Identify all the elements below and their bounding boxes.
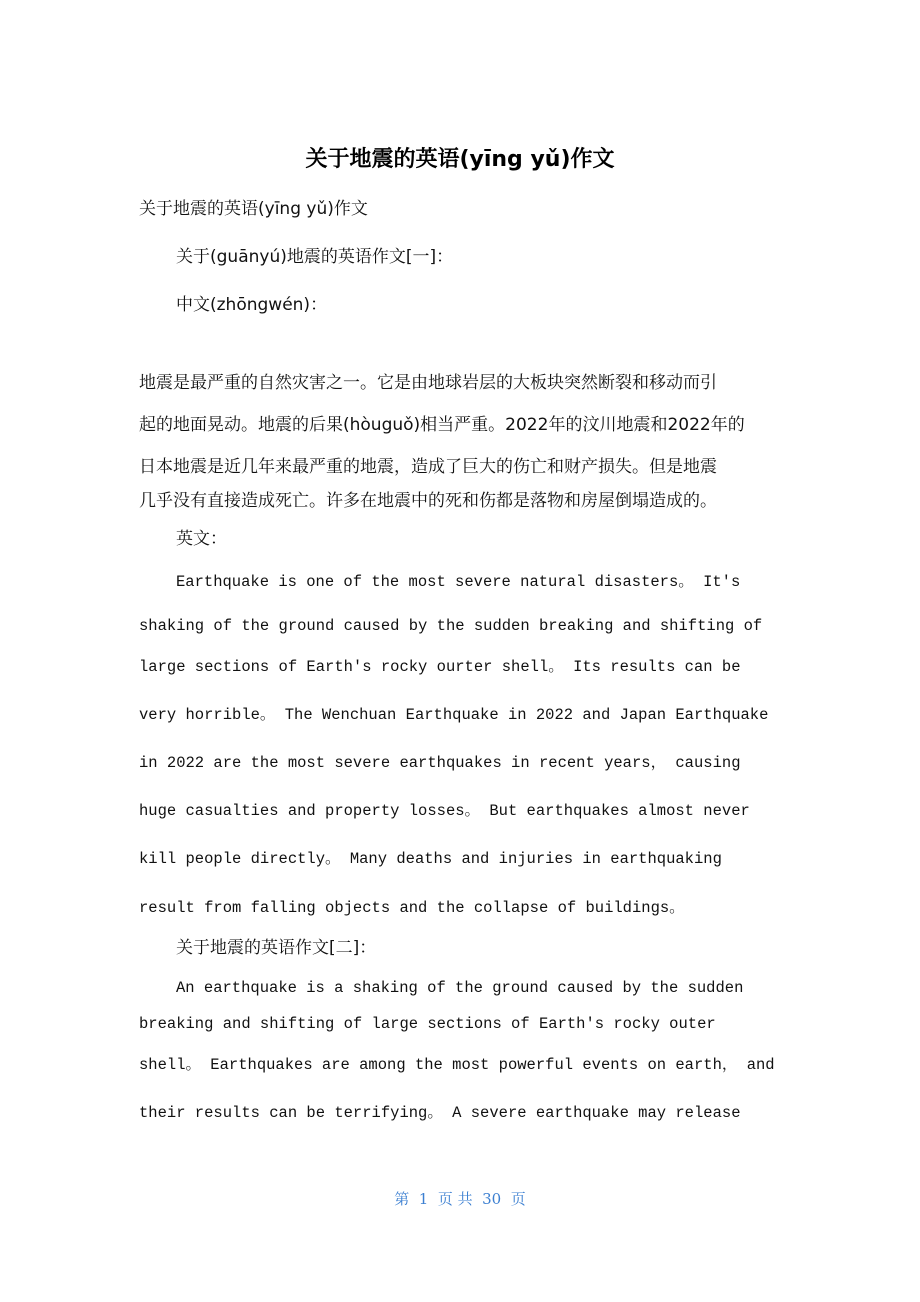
section2-paragraph-line: breaking and shifting of large sections of Earth's rocky outer bbox=[139, 1015, 716, 1033]
chinese-paragraph-line: 几乎没有直接造成死亡。许多在地震中的死和伤都是落物和房屋倒塌造成的。 bbox=[139, 491, 717, 511]
document-title: 关于地震的英语(yīng yǔ)作文 bbox=[305, 147, 615, 172]
english-paragraph-line: huge casualties and property losses。 But earthquakes almost never bbox=[139, 802, 750, 820]
english-label: 英文： bbox=[176, 529, 227, 549]
document-subtitle: 关于地震的英语(yīng yǔ)作文 bbox=[139, 199, 368, 219]
section2-heading: 关于地震的英语作文[二]： bbox=[176, 938, 377, 958]
chinese-label: 中文(zhōngwén)： bbox=[176, 295, 328, 315]
chinese-paragraph-line: 起的地面晃动。地震的后果(hòuguǒ)相当严重。2022年的汶川地震和2022年的 bbox=[139, 415, 745, 435]
chinese-paragraph-line: 日本地震是近几年来最严重的地震，造成了巨大的伤亡和财产损失。但是地震 bbox=[139, 457, 717, 477]
english-paragraph-line: shaking of the ground caused by the sudden breaking and shifting of bbox=[139, 617, 763, 635]
english-paragraph-line: in 2022 are the most severe earthquakes in recent years， causing bbox=[139, 754, 741, 772]
english-paragraph-line: large sections of Earth's rocky ourter shell。 Its results can be bbox=[139, 658, 741, 676]
english-paragraph-line: very horrible。 The Wenchuan Earthquake in 2022 and Japan Earthquake bbox=[139, 706, 769, 724]
chinese-paragraph-line: 地震是最严重的自然灾害之一。它是由地球岩层的大板块突然断裂和移动而引 bbox=[139, 373, 717, 393]
section2-paragraph-line: their results can be terrifying。 A severe earthquake may release bbox=[139, 1104, 741, 1122]
english-paragraph-line: result from falling objects and the collapse of buildings。 bbox=[139, 899, 685, 917]
page-number-footer: 第 1 页 共 30 页 bbox=[394, 1190, 526, 1208]
section2-paragraph-line: shell。 Earthquakes are among the most powerful events on earth， and bbox=[139, 1056, 775, 1074]
english-paragraph-line: Earthquake is one of the most severe natural disasters。 It's bbox=[176, 573, 741, 591]
english-paragraph-line: kill people directly。 Many deaths and injuries in earthquaking bbox=[139, 850, 722, 868]
section1-heading: 关于(guānyú)地震的英语作文[一]： bbox=[176, 247, 454, 267]
section2-paragraph-line: An earthquake is a shaking of the ground caused by the sudden bbox=[176, 979, 744, 997]
